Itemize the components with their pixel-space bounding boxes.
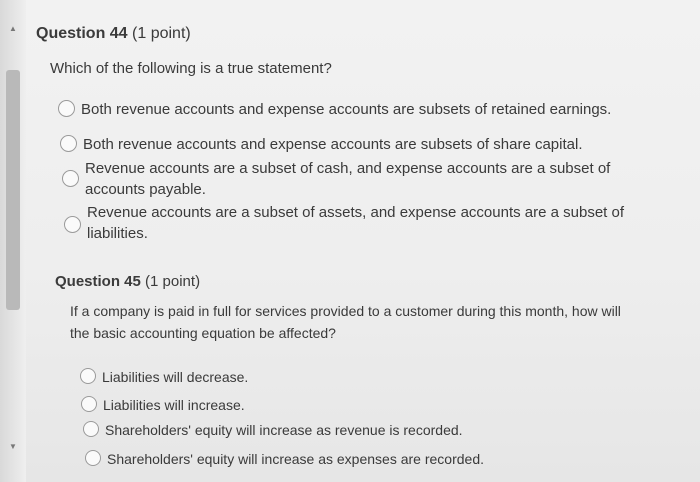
q44-option-4[interactable] <box>64 202 644 244</box>
scroll-down-arrow-icon[interactable]: ▼ <box>9 442 17 451</box>
question-45-text: If a company is paid in full for services provided to a customer during this month, how will the basic accounting equation be affected? <box>70 303 621 341</box>
q45-option-3[interactable] <box>83 420 463 440</box>
q44-option-2[interactable] <box>60 134 640 155</box>
radio-button[interactable] <box>62 170 79 187</box>
q45-option-2[interactable] <box>81 395 245 415</box>
radio-button[interactable] <box>83 421 99 437</box>
radio-button[interactable] <box>85 450 101 466</box>
q44-option-4-label: Revenue accounts are a subset of assets, and expense accounts are a subset of liabilities. <box>87 204 625 242</box>
scrollbar[interactable] <box>0 0 26 482</box>
q44-option-3-label: Revenue accounts are a subset of cash, and expense accounts are a subset of accounts payable. <box>85 160 611 198</box>
question-45-points: (1 point) <box>145 273 201 290</box>
radio-button[interactable] <box>58 100 75 117</box>
q45-option-3-label: Shareholders' equity will increase as revenue is recorded. <box>105 422 463 438</box>
q45-option-2-label: Liabilities will increase. <box>103 397 245 413</box>
radio-button[interactable] <box>81 396 97 412</box>
q45-option-1-label: Liabilities will decrease. <box>102 369 249 385</box>
scroll-up-arrow-icon[interactable]: ▲ <box>9 24 17 33</box>
q45-option-1[interactable] <box>80 367 248 387</box>
radio-button[interactable] <box>60 135 77 152</box>
q44-option-1[interactable] <box>58 99 658 120</box>
q45-option-4[interactable] <box>85 449 484 469</box>
question-44-points: (1 point) <box>132 25 191 42</box>
q44-option-3[interactable] <box>62 158 640 200</box>
question-45-number: Question 45 <box>55 273 141 290</box>
radio-button[interactable] <box>80 368 96 384</box>
q44-option-2-label: Both revenue accounts and expense accounts are subsets of share capital. <box>83 136 583 153</box>
question-44-text: Which of the following is a true statement? <box>50 60 332 77</box>
question-44-heading <box>36 25 191 43</box>
q44-option-1-label: Both revenue accounts and expense accounts are subsets of retained earnings. <box>81 101 612 118</box>
question-45-heading <box>55 273 200 290</box>
q45-option-4-label: Shareholders' equity will increase as expenses are recorded. <box>107 451 484 467</box>
radio-button[interactable] <box>64 216 81 233</box>
scroll-thumb[interactable] <box>6 70 20 310</box>
question-44-number: Question 44 <box>36 25 128 42</box>
